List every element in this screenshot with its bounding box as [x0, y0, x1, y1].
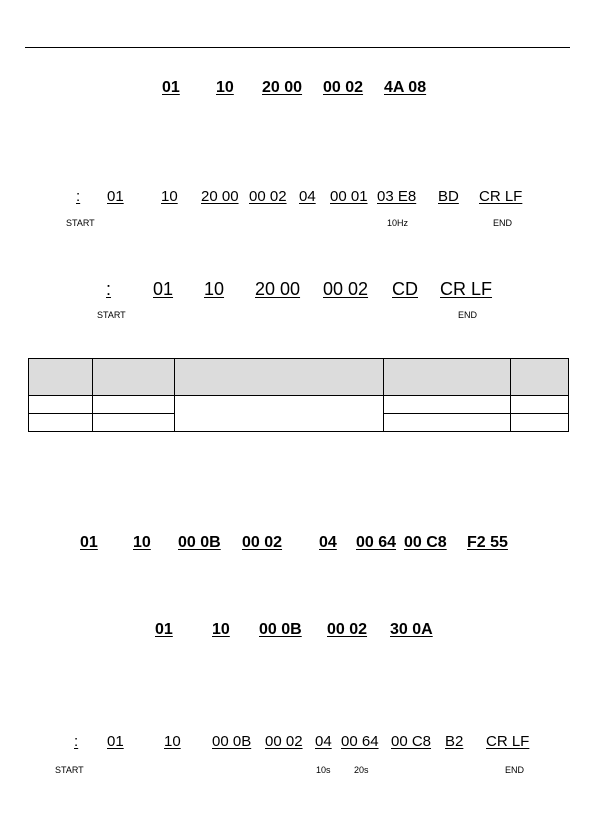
header-rule [25, 47, 570, 48]
table-header-cell [93, 359, 175, 396]
ascii-token: CR LF [479, 188, 523, 205]
end-label: END [458, 310, 478, 320]
ascii-token: 20 00 [201, 188, 239, 205]
ascii-token: 04 [299, 188, 316, 205]
ascii-token: 00 02 [323, 279, 369, 299]
ascii-token: : [76, 188, 81, 205]
hex-token: 10 [133, 534, 151, 551]
hex-token: 4A 08 [384, 79, 427, 96]
hex-token: 30 0A [390, 621, 433, 638]
table-cell [384, 396, 511, 414]
start-label: START [55, 765, 84, 775]
hex-token: 10 [212, 621, 230, 638]
ascii-token: 04 [315, 733, 332, 750]
hex-token: 00 64 [356, 534, 397, 551]
hex-token: 10 [216, 79, 234, 96]
ascii-token: 10 [204, 279, 225, 299]
table-header-cell [511, 359, 569, 396]
table-cell [511, 396, 569, 414]
ascii-token: : [74, 733, 79, 750]
ascii-token: 00 C8 [391, 733, 432, 750]
table-cell [29, 414, 93, 432]
hex-token: 00 C8 [404, 534, 447, 551]
ascii-token: B2 [445, 733, 464, 750]
table-cell [511, 414, 569, 432]
hex-token: F2 55 [467, 534, 508, 551]
table-cell [93, 396, 175, 414]
end-label: END [493, 218, 513, 228]
table-cell [175, 396, 384, 432]
hex-token: 00 02 [323, 79, 364, 96]
hex-token: 00 02 [327, 621, 368, 638]
ascii-token: 00 64 [341, 733, 379, 750]
ascii-token: 00 0B [212, 733, 252, 750]
ascii-token: 00 02 [265, 733, 303, 750]
hex-token: 04 [319, 534, 337, 551]
table-row [29, 396, 569, 414]
table-cell [384, 414, 511, 432]
hex-token: 01 [80, 534, 98, 551]
hex-token: 00 0B [259, 621, 302, 638]
hex-token: 00 02 [242, 534, 283, 551]
table-header-cell [29, 359, 93, 396]
time-label: 20s [354, 765, 369, 775]
ascii-token: 10 [161, 188, 178, 205]
ascii-token: BD [438, 188, 459, 205]
hex-token: 01 [155, 621, 173, 638]
ascii-token: CR LF [486, 733, 530, 750]
time-label: 10s [316, 765, 331, 775]
hex-token: 01 [162, 79, 180, 96]
hex-token: 20 00 [262, 79, 303, 96]
table-header-row [29, 359, 569, 396]
end-label: END [505, 765, 525, 775]
table-header-cell [384, 359, 511, 396]
ascii-token: 01 [107, 733, 124, 750]
ascii-token: 00 01 [330, 188, 368, 205]
frequency-label: 10Hz [387, 218, 409, 228]
hex-token: 00 0B [178, 534, 221, 551]
ascii-token: 01 [107, 188, 124, 205]
ascii-token: 00 02 [249, 188, 287, 205]
ascii-token: 01 [153, 279, 174, 299]
ascii-token: 10 [164, 733, 181, 750]
ascii-token: 03 E8 [377, 188, 417, 205]
table-header-cell [175, 359, 384, 396]
table-cell [93, 414, 175, 432]
ascii-token: : [106, 279, 112, 299]
ascii-token: CD [392, 279, 418, 299]
start-label: START [66, 218, 95, 228]
ascii-token: CR LF [440, 279, 493, 299]
start-label: START [97, 310, 126, 320]
register-table [28, 358, 569, 432]
ascii-token: 20 00 [255, 279, 301, 299]
table-cell [29, 396, 93, 414]
